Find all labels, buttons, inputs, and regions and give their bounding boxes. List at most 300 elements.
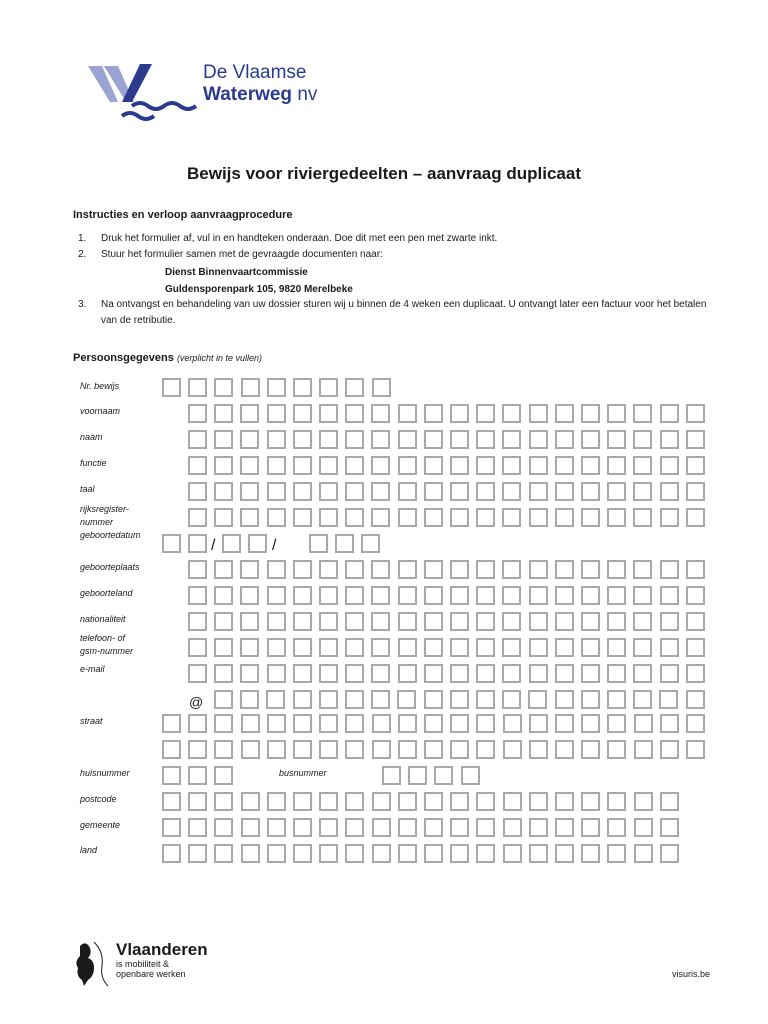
functie-char-box[interactable] bbox=[319, 456, 338, 475]
email-domain-char-box[interactable] bbox=[633, 690, 652, 709]
email-char-box[interactable] bbox=[476, 664, 495, 683]
naam-char-box[interactable] bbox=[214, 430, 233, 449]
nr-bewijs-char-box[interactable] bbox=[162, 378, 181, 397]
email-char-box[interactable] bbox=[581, 664, 600, 683]
land-char-box[interactable] bbox=[188, 844, 207, 863]
gemeente-char-box[interactable] bbox=[503, 818, 522, 837]
postcode-char-box[interactable] bbox=[634, 792, 653, 811]
land-char-box[interactable] bbox=[241, 844, 260, 863]
geboortedatum-dag-char-box[interactable] bbox=[188, 534, 207, 553]
busnummer-char-box[interactable] bbox=[382, 766, 401, 785]
straat-2-char-box[interactable] bbox=[660, 740, 679, 759]
nationaliteit-char-box[interactable] bbox=[581, 612, 600, 631]
land-char-box[interactable] bbox=[214, 844, 233, 863]
taal-char-box[interactable] bbox=[293, 482, 312, 501]
busnummer-char-box[interactable] bbox=[461, 766, 480, 785]
postcode-char-box[interactable] bbox=[188, 792, 207, 811]
email-char-box[interactable] bbox=[345, 664, 364, 683]
gemeente-char-box[interactable] bbox=[293, 818, 312, 837]
taal-char-box[interactable] bbox=[371, 482, 390, 501]
naam-char-box[interactable] bbox=[424, 430, 443, 449]
email-domain-char-box[interactable] bbox=[476, 690, 495, 709]
taal-char-box[interactable] bbox=[607, 482, 626, 501]
functie-char-box[interactable] bbox=[660, 456, 679, 475]
email-char-box[interactable] bbox=[529, 664, 548, 683]
postcode-char-box[interactable] bbox=[214, 792, 233, 811]
straat-char-box[interactable] bbox=[503, 714, 522, 733]
email-char-box[interactable] bbox=[686, 664, 705, 683]
email-domain-char-box[interactable] bbox=[371, 690, 390, 709]
naam-char-box[interactable] bbox=[633, 430, 652, 449]
nr-bewijs-char-box[interactable] bbox=[241, 378, 260, 397]
taal-char-box[interactable] bbox=[476, 482, 495, 501]
telefoon-char-box[interactable] bbox=[371, 638, 390, 657]
nr-bewijs-char-box[interactable] bbox=[214, 378, 233, 397]
postcode-char-box[interactable] bbox=[162, 792, 181, 811]
geboorteplaats-char-box[interactable] bbox=[214, 560, 233, 579]
functie-char-box[interactable] bbox=[345, 456, 364, 475]
straat-2-char-box[interactable] bbox=[581, 740, 600, 759]
geboortedatum-maand-char-box[interactable] bbox=[222, 534, 241, 553]
geboorteplaats-char-box[interactable] bbox=[371, 560, 390, 579]
voornaam-char-box[interactable] bbox=[686, 404, 705, 423]
postcode-char-box[interactable] bbox=[345, 792, 364, 811]
straat-char-box[interactable] bbox=[293, 714, 312, 733]
postcode-char-box[interactable] bbox=[319, 792, 338, 811]
taal-char-box[interactable] bbox=[319, 482, 338, 501]
voornaam-char-box[interactable] bbox=[371, 404, 390, 423]
email-char-box[interactable] bbox=[214, 664, 233, 683]
email-domain-char-box[interactable] bbox=[450, 690, 469, 709]
email-char-box[interactable] bbox=[633, 664, 652, 683]
rijksregister-char-box[interactable] bbox=[293, 508, 312, 527]
taal-char-box[interactable] bbox=[345, 482, 364, 501]
geboorteplaats-char-box[interactable] bbox=[581, 560, 600, 579]
geboorteplaats-char-box[interactable] bbox=[529, 560, 548, 579]
land-char-box[interactable] bbox=[660, 844, 679, 863]
postcode-char-box[interactable] bbox=[398, 792, 417, 811]
gemeente-char-box[interactable] bbox=[476, 818, 495, 837]
email-domain-char-box[interactable] bbox=[424, 690, 443, 709]
nationaliteit-char-box[interactable] bbox=[345, 612, 364, 631]
email-char-box[interactable] bbox=[502, 664, 521, 683]
straat-char-box[interactable] bbox=[372, 714, 391, 733]
telefoon-char-box[interactable] bbox=[188, 638, 207, 657]
email-domain-char-box[interactable] bbox=[528, 690, 547, 709]
land-char-box[interactable] bbox=[398, 844, 417, 863]
straat-2-char-box[interactable] bbox=[188, 740, 207, 759]
rijksregister-char-box[interactable] bbox=[476, 508, 495, 527]
straat-char-box[interactable] bbox=[267, 714, 286, 733]
email-char-box[interactable] bbox=[240, 664, 259, 683]
telefoon-char-box[interactable] bbox=[214, 638, 233, 657]
postcode-char-box[interactable] bbox=[503, 792, 522, 811]
telefoon-char-box[interactable] bbox=[555, 638, 574, 657]
naam-char-box[interactable] bbox=[555, 430, 574, 449]
land-char-box[interactable] bbox=[503, 844, 522, 863]
straat-2-char-box[interactable] bbox=[529, 740, 548, 759]
straat-2-char-box[interactable] bbox=[503, 740, 522, 759]
gemeente-char-box[interactable] bbox=[555, 818, 574, 837]
straat-char-box[interactable] bbox=[162, 714, 181, 733]
geboorteland-char-box[interactable] bbox=[633, 586, 652, 605]
nationaliteit-char-box[interactable] bbox=[555, 612, 574, 631]
gemeente-char-box[interactable] bbox=[162, 818, 181, 837]
email-char-box[interactable] bbox=[293, 664, 312, 683]
taal-char-box[interactable] bbox=[450, 482, 469, 501]
straat-2-char-box[interactable] bbox=[634, 740, 653, 759]
postcode-char-box[interactable] bbox=[581, 792, 600, 811]
functie-char-box[interactable] bbox=[424, 456, 443, 475]
taal-char-box[interactable] bbox=[633, 482, 652, 501]
functie-char-box[interactable] bbox=[293, 456, 312, 475]
taal-char-box[interactable] bbox=[502, 482, 521, 501]
rijksregister-char-box[interactable] bbox=[502, 508, 521, 527]
nationaliteit-char-box[interactable] bbox=[502, 612, 521, 631]
gemeente-char-box[interactable] bbox=[319, 818, 338, 837]
email-domain-char-box[interactable] bbox=[502, 690, 521, 709]
straat-char-box[interactable] bbox=[529, 714, 548, 733]
email-char-box[interactable] bbox=[450, 664, 469, 683]
rijksregister-char-box[interactable] bbox=[214, 508, 233, 527]
straat-2-char-box[interactable] bbox=[450, 740, 469, 759]
functie-char-box[interactable] bbox=[686, 456, 705, 475]
functie-char-box[interactable] bbox=[188, 456, 207, 475]
nr-bewijs-char-box[interactable] bbox=[372, 378, 391, 397]
nationaliteit-char-box[interactable] bbox=[214, 612, 233, 631]
geboorteland-char-box[interactable] bbox=[660, 586, 679, 605]
straat-2-char-box[interactable] bbox=[424, 740, 443, 759]
land-char-box[interactable] bbox=[162, 844, 181, 863]
straat-char-box[interactable] bbox=[581, 714, 600, 733]
email-char-box[interactable] bbox=[660, 664, 679, 683]
email-domain-char-box[interactable] bbox=[240, 690, 259, 709]
geboorteplaats-char-box[interactable] bbox=[502, 560, 521, 579]
rijksregister-char-box[interactable] bbox=[686, 508, 705, 527]
gemeente-char-box[interactable] bbox=[214, 818, 233, 837]
land-char-box[interactable] bbox=[529, 844, 548, 863]
functie-char-box[interactable] bbox=[607, 456, 626, 475]
geboortedatum-jaar-char-box[interactable] bbox=[335, 534, 354, 553]
telefoon-char-box[interactable] bbox=[240, 638, 259, 657]
straat-char-box[interactable] bbox=[241, 714, 260, 733]
geboorteplaats-char-box[interactable] bbox=[660, 560, 679, 579]
telefoon-char-box[interactable] bbox=[607, 638, 626, 657]
rijksregister-char-box[interactable] bbox=[345, 508, 364, 527]
straat-char-box[interactable] bbox=[634, 714, 653, 733]
straat-char-box[interactable] bbox=[450, 714, 469, 733]
rijksregister-char-box[interactable] bbox=[267, 508, 286, 527]
naam-char-box[interactable] bbox=[267, 430, 286, 449]
geboorteland-char-box[interactable] bbox=[686, 586, 705, 605]
geboortedatum-jaar-char-box[interactable] bbox=[309, 534, 328, 553]
postcode-char-box[interactable] bbox=[372, 792, 391, 811]
nationaliteit-char-box[interactable] bbox=[529, 612, 548, 631]
rijksregister-char-box[interactable] bbox=[319, 508, 338, 527]
naam-char-box[interactable] bbox=[607, 430, 626, 449]
land-char-box[interactable] bbox=[607, 844, 626, 863]
functie-char-box[interactable] bbox=[450, 456, 469, 475]
straat-char-box[interactable] bbox=[398, 714, 417, 733]
taal-char-box[interactable] bbox=[660, 482, 679, 501]
geboorteplaats-char-box[interactable] bbox=[345, 560, 364, 579]
rijksregister-char-box[interactable] bbox=[555, 508, 574, 527]
straat-2-char-box[interactable] bbox=[372, 740, 391, 759]
geboorteplaats-char-box[interactable] bbox=[424, 560, 443, 579]
telefoon-char-box[interactable] bbox=[633, 638, 652, 657]
nationaliteit-char-box[interactable] bbox=[267, 612, 286, 631]
telefoon-char-box[interactable] bbox=[424, 638, 443, 657]
postcode-char-box[interactable] bbox=[555, 792, 574, 811]
voornaam-char-box[interactable] bbox=[633, 404, 652, 423]
telefoon-char-box[interactable] bbox=[660, 638, 679, 657]
naam-char-box[interactable] bbox=[581, 430, 600, 449]
functie-char-box[interactable] bbox=[371, 456, 390, 475]
voornaam-char-box[interactable] bbox=[267, 404, 286, 423]
straat-2-char-box[interactable] bbox=[345, 740, 364, 759]
straat-2-char-box[interactable] bbox=[162, 740, 181, 759]
huisnummer-char-box[interactable] bbox=[188, 766, 207, 785]
straat-char-box[interactable] bbox=[660, 714, 679, 733]
telefoon-char-box[interactable] bbox=[686, 638, 705, 657]
gemeente-char-box[interactable] bbox=[398, 818, 417, 837]
voornaam-char-box[interactable] bbox=[424, 404, 443, 423]
naam-char-box[interactable] bbox=[319, 430, 338, 449]
naam-char-box[interactable] bbox=[188, 430, 207, 449]
email-domain-char-box[interactable] bbox=[345, 690, 364, 709]
telefoon-char-box[interactable] bbox=[502, 638, 521, 657]
land-char-box[interactable] bbox=[267, 844, 286, 863]
straat-2-char-box[interactable] bbox=[555, 740, 574, 759]
geboorteland-char-box[interactable] bbox=[240, 586, 259, 605]
straat-char-box[interactable] bbox=[476, 714, 495, 733]
telefoon-char-box[interactable] bbox=[398, 638, 417, 657]
geboorteplaats-char-box[interactable] bbox=[555, 560, 574, 579]
nr-bewijs-char-box[interactable] bbox=[345, 378, 364, 397]
naam-char-box[interactable] bbox=[293, 430, 312, 449]
nationaliteit-char-box[interactable] bbox=[188, 612, 207, 631]
postcode-char-box[interactable] bbox=[424, 792, 443, 811]
email-char-box[interactable] bbox=[319, 664, 338, 683]
geboorteland-char-box[interactable] bbox=[188, 586, 207, 605]
land-char-box[interactable] bbox=[345, 844, 364, 863]
land-char-box[interactable] bbox=[555, 844, 574, 863]
gemeente-char-box[interactable] bbox=[607, 818, 626, 837]
naam-char-box[interactable] bbox=[345, 430, 364, 449]
rijksregister-char-box[interactable] bbox=[398, 508, 417, 527]
voornaam-char-box[interactable] bbox=[319, 404, 338, 423]
huisnummer-char-box[interactable] bbox=[162, 766, 181, 785]
taal-char-box[interactable] bbox=[529, 482, 548, 501]
postcode-char-box[interactable] bbox=[607, 792, 626, 811]
taal-char-box[interactable] bbox=[686, 482, 705, 501]
telefoon-char-box[interactable] bbox=[581, 638, 600, 657]
telefoon-char-box[interactable] bbox=[267, 638, 286, 657]
telefoon-char-box[interactable] bbox=[319, 638, 338, 657]
email-char-box[interactable] bbox=[607, 664, 626, 683]
straat-char-box[interactable] bbox=[607, 714, 626, 733]
email-domain-char-box[interactable] bbox=[555, 690, 574, 709]
geboorteland-char-box[interactable] bbox=[581, 586, 600, 605]
telefoon-char-box[interactable] bbox=[476, 638, 495, 657]
nationaliteit-char-box[interactable] bbox=[450, 612, 469, 631]
voornaam-char-box[interactable] bbox=[529, 404, 548, 423]
telefoon-char-box[interactable] bbox=[345, 638, 364, 657]
geboorteplaats-char-box[interactable] bbox=[267, 560, 286, 579]
voornaam-char-box[interactable] bbox=[293, 404, 312, 423]
voornaam-char-box[interactable] bbox=[214, 404, 233, 423]
rijksregister-char-box[interactable] bbox=[371, 508, 390, 527]
postcode-char-box[interactable] bbox=[476, 792, 495, 811]
email-domain-char-box[interactable] bbox=[659, 690, 678, 709]
nationaliteit-char-box[interactable] bbox=[424, 612, 443, 631]
rijksregister-char-box[interactable] bbox=[240, 508, 259, 527]
email-char-box[interactable] bbox=[267, 664, 286, 683]
geboorteland-char-box[interactable] bbox=[398, 586, 417, 605]
taal-char-box[interactable] bbox=[398, 482, 417, 501]
email-char-box[interactable] bbox=[424, 664, 443, 683]
geboorteplaats-char-box[interactable] bbox=[293, 560, 312, 579]
geboorteland-char-box[interactable] bbox=[555, 586, 574, 605]
rijksregister-char-box[interactable] bbox=[607, 508, 626, 527]
straat-2-char-box[interactable] bbox=[293, 740, 312, 759]
functie-char-box[interactable] bbox=[214, 456, 233, 475]
geboortedatum-jaar-char-box[interactable] bbox=[361, 534, 380, 553]
telefoon-char-box[interactable] bbox=[293, 638, 312, 657]
naam-char-box[interactable] bbox=[450, 430, 469, 449]
land-char-box[interactable] bbox=[424, 844, 443, 863]
voornaam-char-box[interactable] bbox=[345, 404, 364, 423]
straat-2-char-box[interactable] bbox=[607, 740, 626, 759]
gemeente-char-box[interactable] bbox=[529, 818, 548, 837]
naam-char-box[interactable] bbox=[529, 430, 548, 449]
taal-char-box[interactable] bbox=[240, 482, 259, 501]
geboorteland-char-box[interactable] bbox=[214, 586, 233, 605]
email-domain-char-box[interactable] bbox=[266, 690, 285, 709]
gemeente-char-box[interactable] bbox=[267, 818, 286, 837]
functie-char-box[interactable] bbox=[267, 456, 286, 475]
geboorteland-char-box[interactable] bbox=[502, 586, 521, 605]
taal-char-box[interactable] bbox=[424, 482, 443, 501]
email-domain-char-box[interactable] bbox=[293, 690, 312, 709]
voornaam-char-box[interactable] bbox=[607, 404, 626, 423]
straat-char-box[interactable] bbox=[188, 714, 207, 733]
geboorteplaats-char-box[interactable] bbox=[188, 560, 207, 579]
geboorteland-char-box[interactable] bbox=[267, 586, 286, 605]
geboorteplaats-char-box[interactable] bbox=[476, 560, 495, 579]
geboorteland-char-box[interactable] bbox=[319, 586, 338, 605]
postcode-char-box[interactable] bbox=[293, 792, 312, 811]
email-char-box[interactable] bbox=[188, 664, 207, 683]
gemeente-char-box[interactable] bbox=[241, 818, 260, 837]
huisnummer-char-box[interactable] bbox=[214, 766, 233, 785]
taal-char-box[interactable] bbox=[555, 482, 574, 501]
voornaam-char-box[interactable] bbox=[502, 404, 521, 423]
straat-char-box[interactable] bbox=[555, 714, 574, 733]
voornaam-char-box[interactable] bbox=[660, 404, 679, 423]
voornaam-char-box[interactable] bbox=[398, 404, 417, 423]
email-domain-char-box[interactable] bbox=[397, 690, 416, 709]
geboorteplaats-char-box[interactable] bbox=[686, 560, 705, 579]
postcode-char-box[interactable] bbox=[660, 792, 679, 811]
telefoon-char-box[interactable] bbox=[529, 638, 548, 657]
postcode-char-box[interactable] bbox=[267, 792, 286, 811]
naam-char-box[interactable] bbox=[371, 430, 390, 449]
voornaam-char-box[interactable] bbox=[581, 404, 600, 423]
nationaliteit-char-box[interactable] bbox=[607, 612, 626, 631]
email-domain-char-box[interactable] bbox=[319, 690, 338, 709]
functie-char-box[interactable] bbox=[633, 456, 652, 475]
functie-char-box[interactable] bbox=[240, 456, 259, 475]
land-char-box[interactable] bbox=[476, 844, 495, 863]
geboorteland-char-box[interactable] bbox=[293, 586, 312, 605]
straat-2-char-box[interactable] bbox=[267, 740, 286, 759]
straat-2-char-box[interactable] bbox=[241, 740, 260, 759]
geboorteplaats-char-box[interactable] bbox=[319, 560, 338, 579]
straat-2-char-box[interactable] bbox=[398, 740, 417, 759]
geboorteland-char-box[interactable] bbox=[529, 586, 548, 605]
voornaam-char-box[interactable] bbox=[476, 404, 495, 423]
gemeente-char-box[interactable] bbox=[581, 818, 600, 837]
straat-char-box[interactable] bbox=[214, 714, 233, 733]
email-domain-char-box[interactable] bbox=[607, 690, 626, 709]
naam-char-box[interactable] bbox=[686, 430, 705, 449]
email-domain-char-box[interactable] bbox=[214, 690, 233, 709]
functie-char-box[interactable] bbox=[581, 456, 600, 475]
taal-char-box[interactable] bbox=[267, 482, 286, 501]
land-char-box[interactable] bbox=[293, 844, 312, 863]
land-char-box[interactable] bbox=[450, 844, 469, 863]
naam-char-box[interactable] bbox=[476, 430, 495, 449]
geboortedatum-dag-char-box[interactable] bbox=[162, 534, 181, 553]
functie-char-box[interactable] bbox=[476, 456, 495, 475]
functie-char-box[interactable] bbox=[502, 456, 521, 475]
naam-char-box[interactable] bbox=[660, 430, 679, 449]
geboorteplaats-char-box[interactable] bbox=[633, 560, 652, 579]
taal-char-box[interactable] bbox=[214, 482, 233, 501]
postcode-char-box[interactable] bbox=[529, 792, 548, 811]
nr-bewijs-char-box[interactable] bbox=[319, 378, 338, 397]
email-char-box[interactable] bbox=[398, 664, 417, 683]
geboorteland-char-box[interactable] bbox=[345, 586, 364, 605]
rijksregister-char-box[interactable] bbox=[188, 508, 207, 527]
geboorteplaats-char-box[interactable] bbox=[240, 560, 259, 579]
straat-char-box[interactable] bbox=[345, 714, 364, 733]
land-char-box[interactable] bbox=[372, 844, 391, 863]
nationaliteit-char-box[interactable] bbox=[476, 612, 495, 631]
taal-char-box[interactable] bbox=[188, 482, 207, 501]
gemeente-char-box[interactable] bbox=[188, 818, 207, 837]
nationaliteit-char-box[interactable] bbox=[686, 612, 705, 631]
postcode-char-box[interactable] bbox=[450, 792, 469, 811]
gemeente-char-box[interactable] bbox=[634, 818, 653, 837]
straat-char-box[interactable] bbox=[424, 714, 443, 733]
email-domain-char-box[interactable] bbox=[686, 690, 705, 709]
rijksregister-char-box[interactable] bbox=[529, 508, 548, 527]
voornaam-char-box[interactable] bbox=[240, 404, 259, 423]
nationaliteit-char-box[interactable] bbox=[633, 612, 652, 631]
email-char-box[interactable] bbox=[371, 664, 390, 683]
nationaliteit-char-box[interactable] bbox=[660, 612, 679, 631]
geboorteplaats-char-box[interactable] bbox=[398, 560, 417, 579]
voornaam-char-box[interactable] bbox=[450, 404, 469, 423]
geboorteland-char-box[interactable] bbox=[450, 586, 469, 605]
nr-bewijs-char-box[interactable] bbox=[267, 378, 286, 397]
gemeente-char-box[interactable] bbox=[345, 818, 364, 837]
geboorteland-char-box[interactable] bbox=[607, 586, 626, 605]
nr-bewijs-char-box[interactable] bbox=[188, 378, 207, 397]
busnummer-char-box[interactable] bbox=[408, 766, 427, 785]
